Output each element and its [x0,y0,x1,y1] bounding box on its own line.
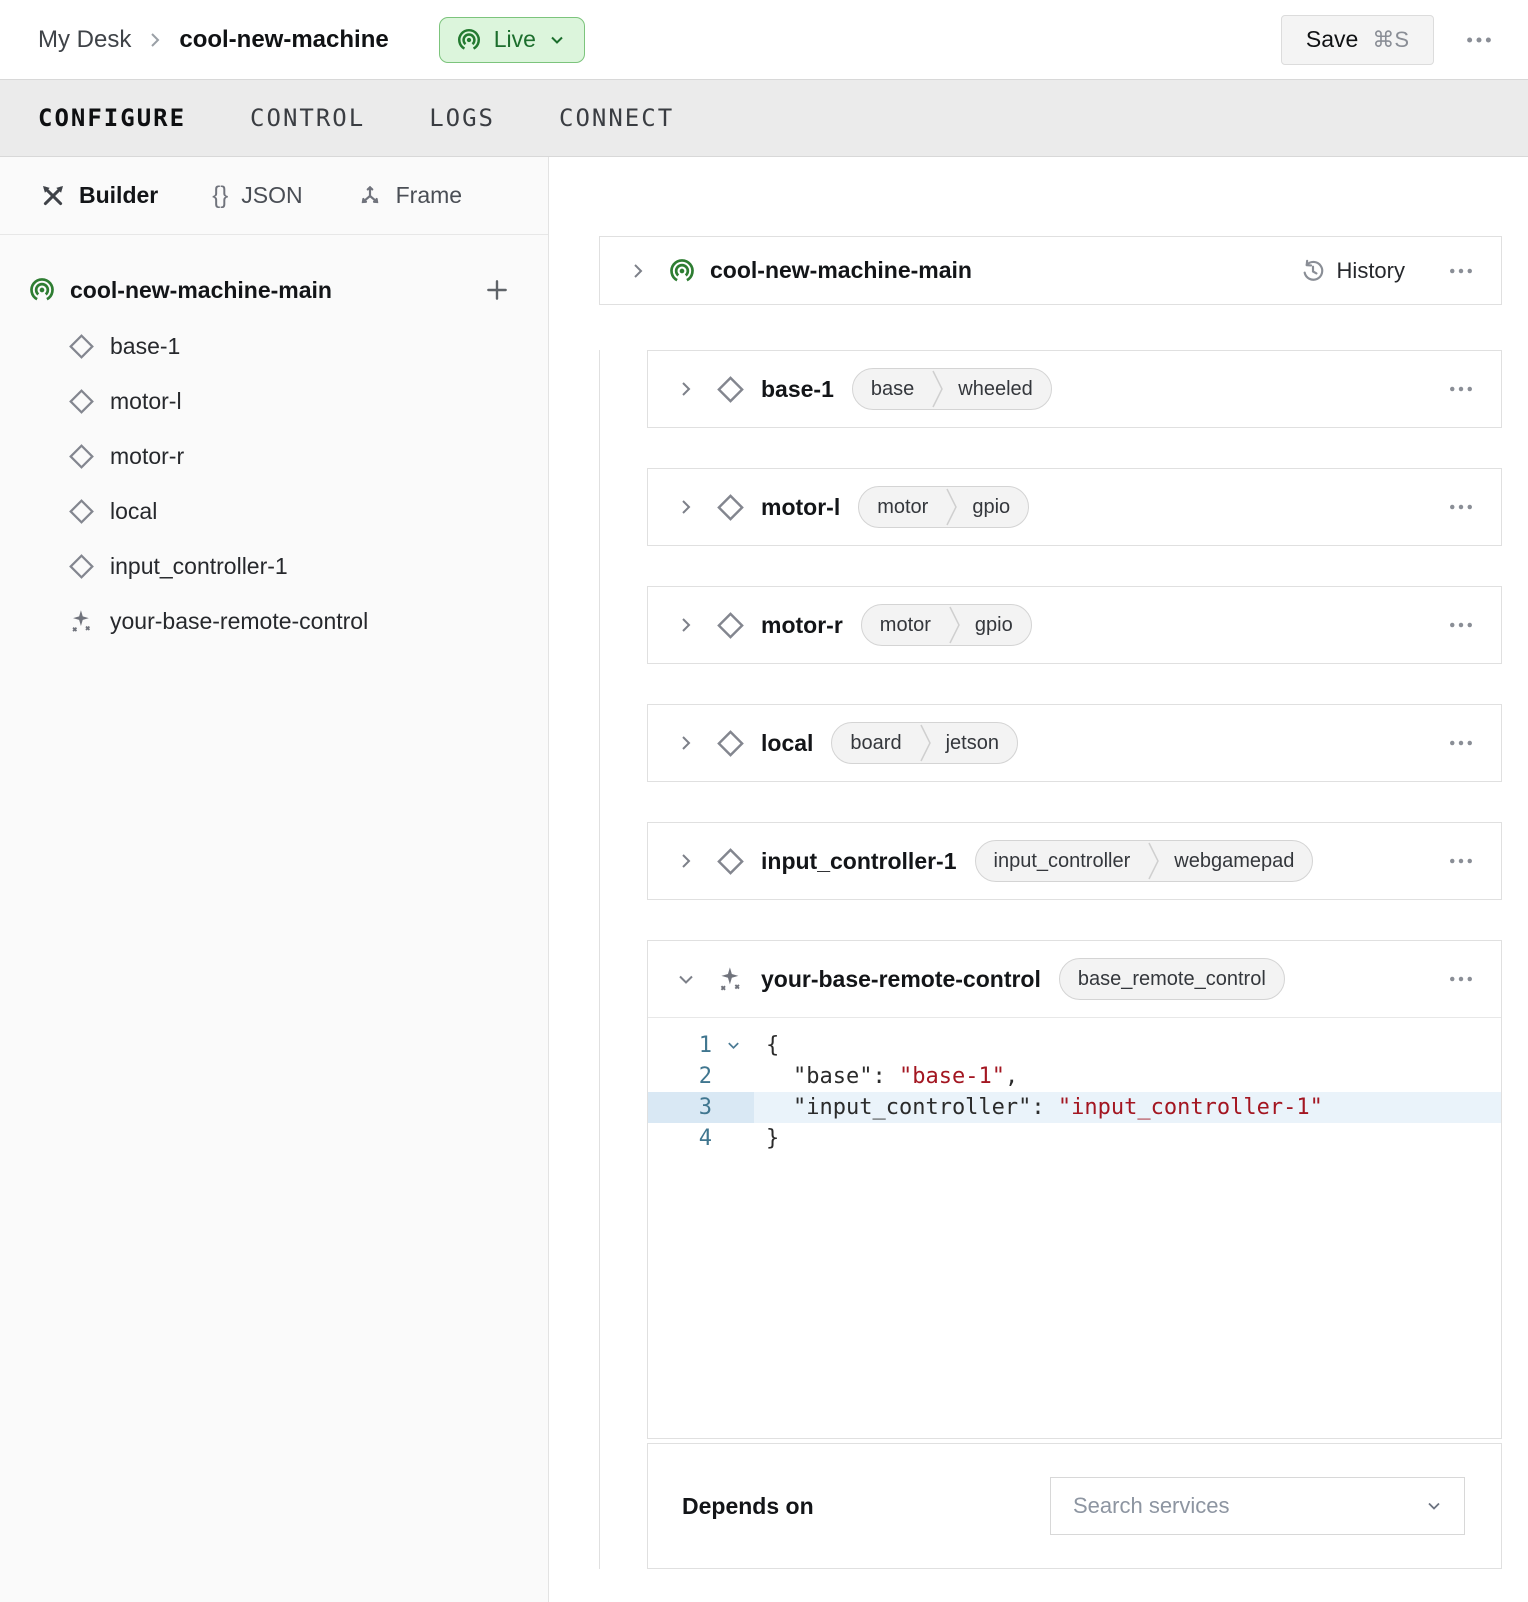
part-overflow-menu-icon[interactable] [1447,257,1475,285]
component-diamond-icon [716,375,745,404]
tree-item-local[interactable] [28,484,548,539]
card-your-base-remote-control [647,940,1502,1439]
resource-type: input_controller [993,849,1131,872]
search-services-placeholder: Search services [1073,1493,1230,1518]
breadcrumb-root-link[interactable]: My Desk [38,25,132,53]
card-motor-r[interactable] [647,586,1502,664]
chevron-right-icon[interactable] [674,495,698,519]
view-toggle-json[interactable] [212,182,302,210]
tab-control[interactable]: CONTROL [250,104,366,132]
add-component-button[interactable] [484,277,510,303]
resource-name: base-1 [761,375,834,402]
chevron-right-icon[interactable] [626,259,650,283]
resource-model: wheeled [958,377,1033,400]
json-attributes-editor[interactable] [648,1018,1501,1438]
component-diamond-icon [716,729,745,758]
view-toggle-bar [0,157,548,235]
save-shortcut: ⌘S [1372,26,1409,52]
tree-item-motor-r[interactable] [28,429,548,484]
code-text: { [766,1033,780,1058]
resource-model: jetson [945,731,999,754]
tree-item-label: motor-r [110,443,185,469]
top-bar [0,0,1528,79]
code-text: "input_controller": "input_controller-1" [793,1095,1323,1120]
code-line[interactable] [648,1061,1501,1092]
depends-on-label: Depends on [682,1492,814,1519]
tree-root-label: cool-new-machine-main [70,276,332,303]
badge-divider-icon [920,722,932,764]
line-number: 4 [698,1126,712,1151]
code-line[interactable] [648,1030,1501,1061]
view-toggle-builder-label: Builder [79,182,159,208]
json-braces-icon: {} [212,181,229,209]
code-line-active[interactable] [648,1092,1501,1123]
component-diamond-icon [716,847,745,876]
tab-logs[interactable]: LOGS [429,104,495,132]
chevron-down-icon[interactable] [674,967,698,991]
chevron-right-icon[interactable] [674,613,698,637]
tree-item-label: base-1 [110,333,181,359]
view-toggle-builder[interactable] [40,182,158,209]
resource-model: gpio [974,613,1013,636]
tree-item-label: input_controller-1 [110,553,288,579]
code-text: } [766,1126,780,1151]
tree-item-base-1[interactable] [28,319,548,374]
component-diamond-icon [68,553,95,580]
resource-type-badge [975,840,1314,882]
component-diamond-icon [716,611,745,640]
tree-item-motor-l[interactable] [28,374,548,429]
builder-sidebar [0,157,549,1602]
code-text: "base": "base-1", [793,1064,1019,1089]
search-services-select[interactable] [1050,1477,1465,1535]
component-diamond-icon [68,333,95,360]
save-button[interactable] [1281,15,1434,65]
live-broadcast-icon [456,27,482,53]
resource-name: motor-r [761,611,843,638]
service-sparkles-icon [716,965,745,994]
history-label: History [1336,257,1405,283]
resource-model: webgamepad [1174,849,1295,872]
resource-type: base_remote_control [1077,967,1266,990]
component-diamond-icon [68,443,95,470]
resource-overflow-menu-icon[interactable] [1447,611,1475,639]
resource-name: motor-l [761,493,841,520]
resource-overflow-menu-icon[interactable] [1447,847,1475,875]
machine-tree [0,235,548,649]
view-toggle-frame-label: Frame [395,182,463,208]
chevron-right-icon[interactable] [674,731,698,755]
resource-type-badge [852,368,1052,410]
tab-configure[interactable]: CONFIGURE [38,104,187,132]
part-children [599,350,1502,1569]
resource-type: base [870,377,915,400]
frame-axes-icon [357,183,383,209]
line-number: 2 [698,1064,712,1089]
tree-item-label: motor-l [110,388,182,414]
topbar-overflow-menu-icon[interactable] [1464,25,1494,55]
tree-item-input-controller-1[interactable] [28,539,548,594]
resource-type: board [850,731,902,754]
tree-item-label: local [110,498,158,524]
resource-overflow-menu-icon[interactable] [1447,493,1475,521]
resource-overflow-menu-icon[interactable] [1447,965,1475,993]
builder-tools-icon [40,183,66,209]
chevron-down-icon [1424,1496,1444,1516]
resource-name: local [761,729,814,756]
resource-type-badge [861,604,1032,646]
tree-root-part[interactable] [28,261,548,319]
chevron-down-icon [548,31,566,49]
card-base-1[interactable] [647,350,1502,428]
tree-item-label: your-base-remote-control [110,608,369,634]
card-motor-l[interactable] [647,468,1502,546]
badge-divider-icon [932,368,944,410]
line-number: 1 [698,1033,712,1058]
service-card-header[interactable] [648,941,1501,1018]
machine-part-icon [668,257,696,285]
badge-divider-icon [946,486,958,528]
card-input-controller-1[interactable] [647,822,1502,900]
depends-on-section [647,1443,1502,1569]
resource-type-badge [1059,958,1285,1000]
resource-name: your-base-remote-control [761,965,1041,992]
resource-type-badge [831,722,1018,764]
breadcrumb-separator-icon [147,29,163,51]
configure-main-panel [549,157,1528,1602]
fold-chevron-icon[interactable] [712,1030,754,1061]
machine-tab-bar [0,79,1528,157]
card-local[interactable] [647,704,1502,782]
breadcrumb-current: cool-new-machine [179,25,389,53]
part-header-card[interactable] [599,236,1502,305]
badge-divider-icon [949,604,961,646]
badge-divider-icon [1148,840,1160,882]
resource-overflow-menu-icon[interactable] [1447,375,1475,403]
tree-item-your-base-remote-control[interactable] [28,594,548,649]
resource-type-badge [858,486,1029,528]
tab-connect[interactable]: CONNECT [559,104,675,132]
breadcrumb [38,26,389,54]
view-toggle-frame[interactable] [357,182,462,209]
chevron-right-icon[interactable] [674,849,698,873]
history-clock-icon [1300,258,1326,284]
component-diamond-icon [68,498,95,525]
resource-model: gpio [972,495,1011,518]
resource-overflow-menu-icon[interactable] [1447,729,1475,757]
history-button[interactable] [1300,258,1405,284]
live-label: Live [493,26,536,52]
machine-status-dropdown[interactable] [439,17,585,63]
resource-type: motor [877,495,929,518]
line-number: 3 [698,1095,712,1120]
machine-part-icon [28,276,56,304]
component-diamond-icon [68,388,95,415]
view-toggle-json-label: JSON [241,182,303,208]
resource-type: motor [879,613,931,636]
resource-name: input_controller-1 [761,847,957,874]
chevron-right-icon[interactable] [674,377,698,401]
service-sparkles-icon [68,608,95,635]
save-label: Save [1305,26,1359,52]
component-diamond-icon [716,493,745,522]
part-title: cool-new-machine-main [710,257,972,283]
code-line[interactable] [648,1123,1501,1154]
